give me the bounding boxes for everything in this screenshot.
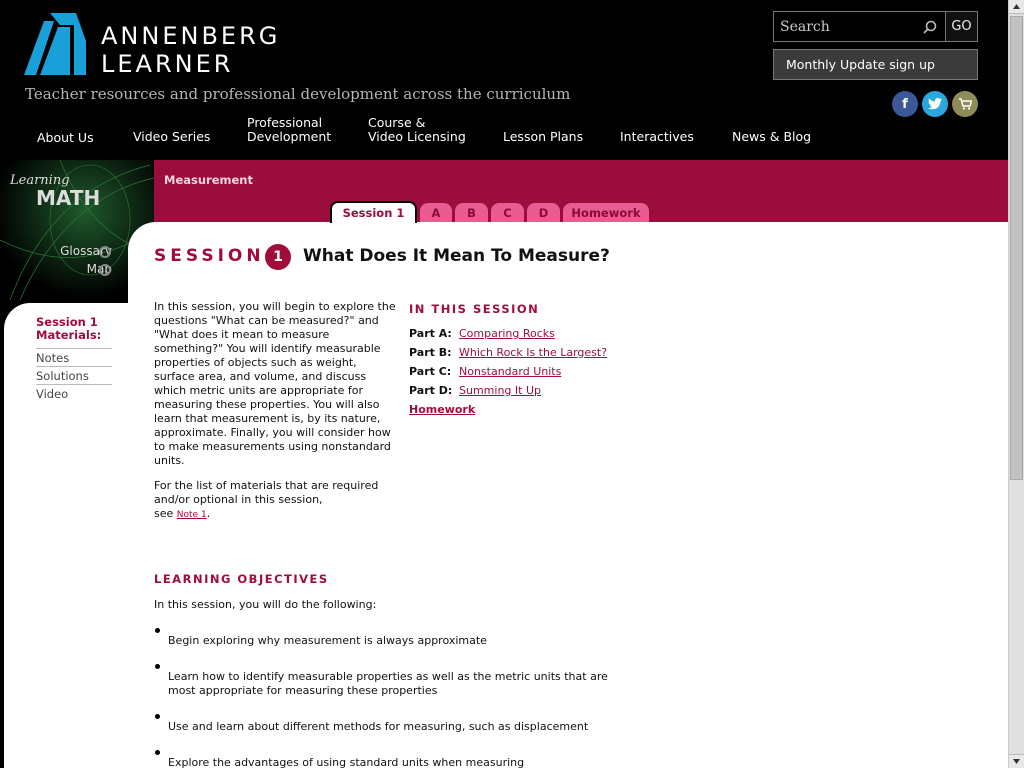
vertical-scrollbar[interactable]: [1008, 0, 1024, 768]
tab-part-d[interactable]: D: [527, 203, 560, 222]
course-label[interactable]: Measurement: [164, 173, 253, 187]
objective-item: Explore the advantages of using standard units when measuring: [168, 756, 525, 768]
map-circle-icon[interactable]: [99, 264, 111, 276]
learning-label: Learning: [10, 173, 70, 188]
main-nav: [0, 112, 1008, 160]
tab-part-b[interactable]: B: [455, 203, 488, 222]
nav-course-licensing[interactable]: [368, 116, 466, 144]
nav-lesson-plans[interactable]: Lesson Plans: [503, 129, 584, 144]
nav-news-blog[interactable]: News & Blog: [732, 129, 812, 144]
bullet-icon: [155, 750, 160, 755]
glossary-circle-icon[interactable]: [99, 246, 111, 258]
bullet-icon: [155, 714, 160, 719]
materials-video-link[interactable]: Video: [36, 384, 112, 401]
page-title: What Does It Mean To Measure?: [303, 246, 610, 266]
site-header: [0, 0, 1008, 160]
part-a-label: Part A:: [409, 327, 452, 340]
logo-mark-icon: [24, 13, 90, 77]
part-c-link[interactable]: Nonstandard Units: [459, 365, 562, 378]
session-intro: In this session, you will begin to explore the questions "What can be measured?" and "What does it mean to measure something?" You will identify measurable properties of objects such as weight, surface area, and volume, and discuss which metric units are appropriate for measuring these properties. You will also learn that measurement is, by its nature, approximate. Finally, you will consider how to make measurements using nonstandard units.: [154, 300, 396, 467]
nav-video-series[interactable]: Video Series: [133, 129, 211, 144]
nav-about-us[interactable]: About Us: [37, 130, 94, 145]
site-tagline: Teacher resources and professional development across the curriculum: [25, 85, 571, 103]
in-this-session-heading: IN THIS SESSION: [409, 302, 540, 316]
nav-interactives[interactable]: Interactives: [620, 129, 694, 144]
materials-note-text: For the list of materials that are required and/or optional in this session,: [154, 479, 379, 506]
glossary-link[interactable]: Glossary: [60, 244, 112, 258]
math-label: MATH: [36, 186, 101, 210]
materials-title-line1: Session 1: [36, 315, 98, 329]
scrollbar-thumb[interactable]: [1010, 16, 1023, 480]
part-c-label: Part C:: [409, 365, 452, 378]
search-icon[interactable]: [922, 19, 938, 35]
logo-text-annenberg: ANNENBERG: [101, 22, 281, 50]
scroll-down-arrow-icon[interactable]: [1009, 754, 1024, 768]
nav-course-line1: Course &: [368, 115, 426, 130]
scroll-up-arrow-icon[interactable]: [1009, 0, 1024, 14]
facebook-icon[interactable]: f: [892, 91, 918, 117]
objective-item: Learn how to identify measurable properties as well as the metric units that are most appropriate for measuring these properties: [168, 670, 608, 697]
map-link[interactable]: Map: [86, 262, 112, 276]
part-b-label: Part B:: [409, 346, 452, 359]
materials-note-period: .: [206, 507, 211, 520]
bullet-icon: [155, 664, 160, 669]
search-box: [773, 11, 978, 42]
nav-professional-development[interactable]: [247, 116, 331, 144]
session-word: SESSION: [154, 246, 265, 266]
part-d-link[interactable]: Summing It Up: [459, 384, 541, 397]
shopping-cart-icon: [959, 98, 972, 110]
nav-prof-line2: Development: [247, 129, 332, 144]
nav-prof-line1: Professional: [247, 115, 323, 130]
note-1-link[interactable]: Note 1: [176, 510, 207, 520]
part-a-link[interactable]: Comparing Rocks: [459, 327, 555, 340]
tab-part-a[interactable]: A: [420, 203, 452, 222]
session-number-badge: 1: [265, 244, 291, 270]
bullet-icon: [155, 628, 160, 633]
materials-title: [36, 316, 101, 342]
logo-text-learner: LEARNER: [101, 50, 234, 78]
objective-item: Use and learn about different methods for measuring, such as displacement: [168, 720, 589, 733]
materials-title-line2: Materials:: [36, 328, 102, 342]
part-b-link[interactable]: Which Rock Is the Largest?: [459, 346, 608, 359]
annenberg-logo[interactable]: [24, 13, 294, 77]
homework-link[interactable]: Homework: [409, 403, 476, 416]
monthly-update-signup-button[interactable]: Monthly Update sign up: [773, 49, 978, 80]
materials-note: [154, 479, 399, 522]
part-d-label: Part D:: [409, 384, 453, 397]
materials-notes-link[interactable]: Notes: [36, 348, 112, 365]
learning-objectives-heading: LEARNING OBJECTIVES: [154, 572, 329, 586]
go-button[interactable]: GO: [945, 12, 977, 41]
objective-item: Begin exploring why measurement is always approximate: [168, 634, 487, 647]
materials-solutions-link[interactable]: Solutions: [36, 366, 112, 383]
twitter-bird-icon: [928, 98, 942, 110]
tab-session-1[interactable]: Session 1: [330, 201, 417, 223]
objectives-intro: In this session, you will do the following:: [154, 598, 377, 611]
tab-part-c[interactable]: C: [491, 203, 524, 222]
tab-homework[interactable]: Homework: [563, 203, 649, 222]
materials-note-see: see: [154, 507, 174, 520]
search-input[interactable]: [780, 17, 920, 37]
nav-course-line2: Video Licensing: [368, 129, 466, 144]
